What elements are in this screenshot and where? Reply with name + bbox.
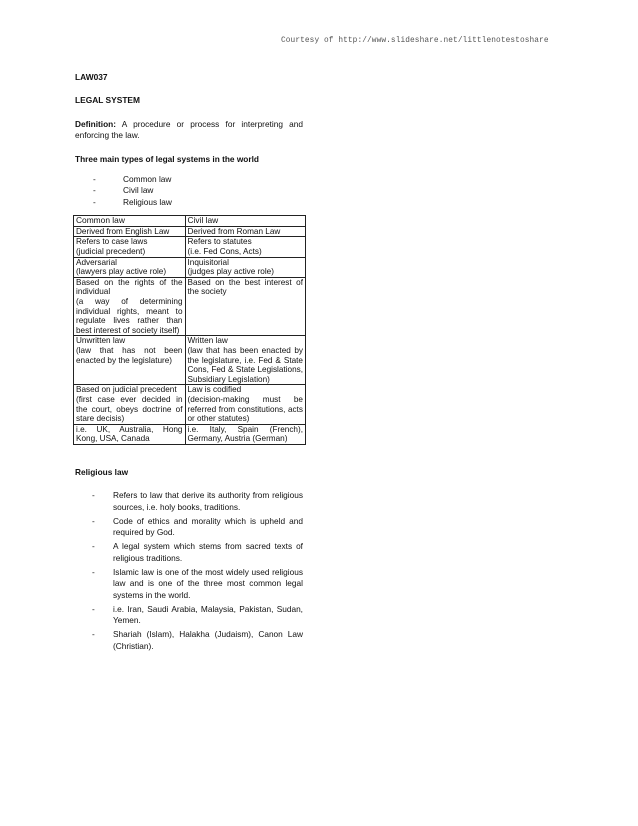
table-cell	[74, 237, 186, 257]
religious-title: Religious law	[75, 466, 129, 477]
column-header: Common law	[74, 216, 186, 227]
cell-text: (judges play active role)	[187, 267, 274, 277]
list-item	[75, 197, 303, 208]
table-cell	[74, 424, 186, 444]
definition	[75, 119, 303, 142]
type-label: Common law	[123, 174, 172, 185]
point-text: Refers to law that derive its authority from religious sources, i.e. holy books, traditions.	[113, 490, 303, 513]
point-text: i.e. Iran, Saudi Arabia, Malaysia, Pakistan, Sudan, Yemen.	[113, 603, 303, 626]
comparison-table	[73, 215, 306, 445]
table-cell	[185, 277, 306, 336]
type-label: Civil law	[123, 185, 154, 196]
list-item	[75, 490, 303, 513]
table-cell	[185, 424, 306, 444]
cell-text: Based on the best interest of the society	[187, 277, 303, 297]
table-header-row	[74, 216, 306, 227]
point-text: Code of ethics and morality which is upheld and required by God.	[113, 515, 303, 538]
table-row	[74, 385, 306, 424]
section-title: LEGAL SYSTEM	[75, 95, 140, 106]
cell-text: (law that has not been enacted by the legislature)	[76, 345, 183, 365]
cell-text: (lawyers play active role)	[76, 267, 167, 277]
table-row	[74, 257, 306, 277]
types-title: Three main types of legal systems in the world	[75, 153, 259, 164]
table-cell	[74, 226, 186, 237]
dash-bullet: -	[92, 566, 95, 577]
dash-bullet: -	[92, 603, 95, 614]
table-cell	[74, 336, 186, 385]
cell-text: (a way of determining individual rights, meant to regulate lives rather than best interest of society itself)	[76, 297, 183, 335]
list-item	[75, 516, 303, 539]
cell-text: Inquisitorial	[187, 257, 229, 267]
cell-text: (first case ever decided in the court, obeys doctrine of stare decisis)	[76, 394, 183, 424]
cell-text: Based on judicial precedent	[76, 385, 177, 395]
cell-text: Adversarial	[76, 257, 117, 267]
table-cell	[185, 226, 306, 237]
table-cell	[185, 237, 306, 257]
cell-text: Written law	[187, 336, 228, 346]
cell-text: Law is codified	[187, 385, 242, 395]
cell-text: (decision-making must be referred from constitutions, acts or other statutes)	[187, 394, 303, 424]
dash-bullet: -	[93, 174, 96, 185]
table-cell	[74, 277, 186, 336]
dash-bullet: -	[93, 185, 96, 196]
cell-text: Derived from English Law	[76, 226, 170, 236]
religious-points-list	[75, 490, 303, 652]
table-row	[74, 277, 306, 336]
list-item	[75, 185, 303, 196]
table-cell	[185, 257, 306, 277]
table-row	[74, 237, 306, 257]
list-item	[75, 604, 303, 627]
table-cell	[74, 385, 186, 424]
type-label: Religious law	[123, 196, 172, 207]
document-body	[75, 72, 303, 654]
table-body	[74, 226, 306, 444]
cell-text: Based on the rights of the individual	[76, 277, 183, 297]
list-item	[75, 174, 303, 185]
courtesy-note: Courtesy of http://www.slideshare.net/littlenotestoshare	[281, 37, 549, 45]
point-text: Islamic law is one of the most widely used religious law and is one of the three most common legal systems in the world.	[113, 566, 303, 600]
cell-text: i.e. Italy, Spain (French), Germany, Austria (German)	[187, 424, 303, 444]
table-row	[74, 226, 306, 237]
cell-text: Refers to case laws	[76, 237, 148, 247]
table-cell	[185, 336, 306, 385]
cell-text: Refers to statutes	[187, 237, 252, 247]
dash-bullet: -	[92, 490, 95, 501]
column-header: Civil law	[185, 216, 306, 227]
table-cell	[185, 385, 306, 424]
dash-bullet: -	[93, 196, 96, 207]
cell-text: Derived from Roman Law	[187, 226, 281, 236]
point-text: A legal system which stems from sacred texts of religious traditions.	[113, 541, 303, 563]
list-item	[75, 541, 303, 564]
definition-label: Definition:	[75, 118, 117, 129]
table-row	[74, 336, 306, 385]
dash-bullet: -	[92, 629, 95, 640]
list-item	[75, 629, 303, 652]
point-text: Shariah (Islam), Halakha (Judaism), Canon Law (Christian).	[113, 629, 303, 651]
dash-bullet: -	[92, 515, 95, 526]
definition-text: A procedure or process for interpreting and enforcing the law.	[75, 118, 303, 141]
course-code: LAW037	[75, 72, 108, 82]
cell-text: (law that has been enacted by the legislature, i.e. Fed & State Cons, Fed & State Legislations, Subsidiary Legislation)	[187, 345, 303, 384]
types-list	[75, 174, 303, 208]
table-row	[74, 424, 306, 444]
cell-text: i.e. UK, Australia, Hong Kong, USA, Canada	[76, 424, 183, 444]
cell-text: (i.e. Fed Cons, Acts)	[187, 247, 262, 257]
table-cell	[74, 257, 186, 277]
cell-text: (judicial precedent)	[76, 247, 146, 257]
dash-bullet: -	[92, 541, 95, 552]
cell-text: Unwritten law	[76, 336, 126, 346]
list-item	[75, 567, 303, 602]
